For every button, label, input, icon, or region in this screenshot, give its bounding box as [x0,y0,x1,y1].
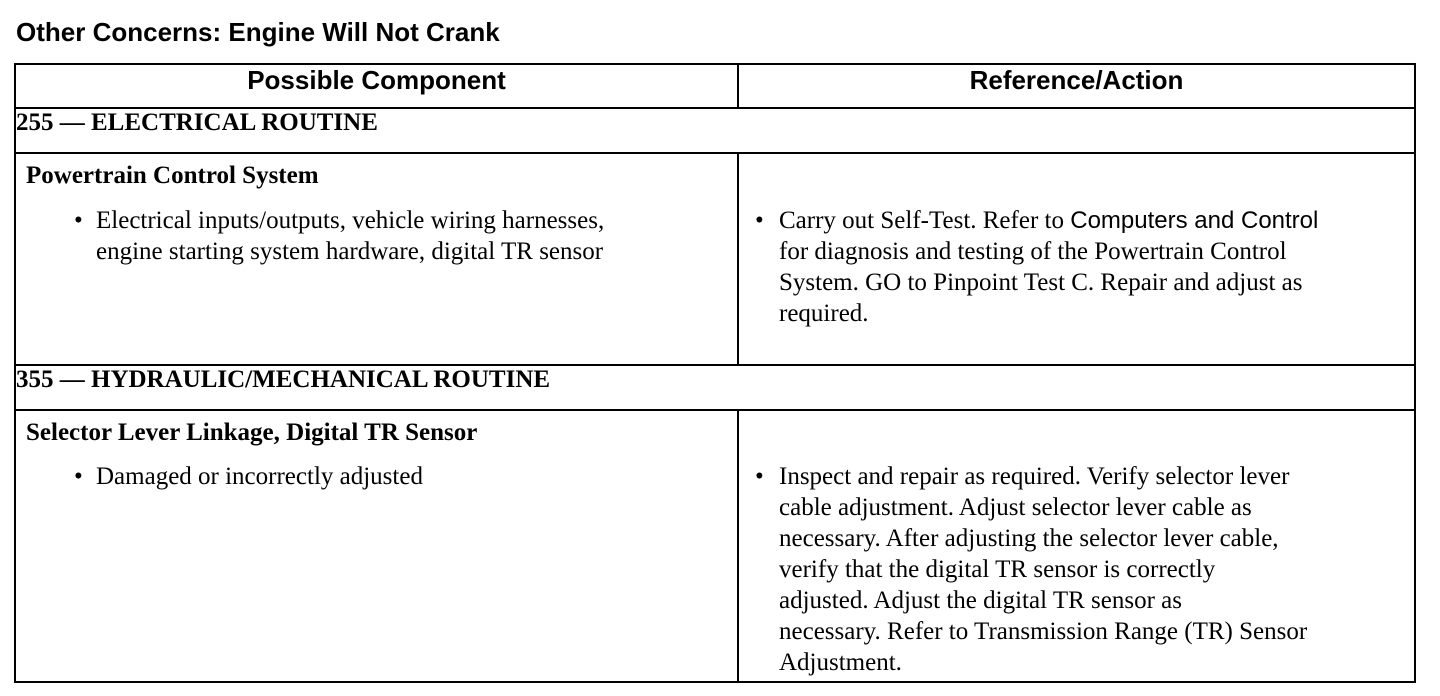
reference-link: Computers and Control [1070,207,1319,234]
section-row-electrical [15,108,1415,153]
bullet-icon: • [755,463,764,490]
component-name: Selector Lever Linkage, Digital TR Sensor [26,419,478,446]
column-header-action: Reference/Action [738,64,1415,108]
column-header-component: Possible Component [15,64,738,108]
bullet-icon: • [74,207,83,234]
component-detail: • Electrical inputs/outputs, vehicle wiring harnesses, engine starting system hardware, digital TR sensor [74,207,605,265]
section-heading: 355 — HYDRAULIC/MECHANICAL ROUTINE [15,365,1415,410]
action-cell [738,153,1415,365]
component-cell [15,410,738,682]
action-text: • Carry out Self-Test. Refer to Computers and Control for diagnosis and testing of the Powertrain Control System. GO to Pinpoint Test C. Repair and adjust as required. [755,207,1319,327]
component-name: Powertrain Control System [26,162,319,189]
table-row [15,153,1415,365]
section-heading: 255 — ELECTRICAL ROUTINE [15,108,1415,153]
table-header-row [15,64,1415,108]
action-cell [738,410,1415,682]
diagnosis-table [14,63,1416,683]
bullet-icon: • [74,463,83,490]
table-row [15,410,1415,682]
action-text: • Inspect and repair as required. Verify selector lever cable adjustment. Adjust selector lever cable as necessary. After adjusting the selector lever cable, verify that the digital TR sensor is correctly adjusted. Adjust the digital TR sensor as necessary. Refer to Transmission Range (TR) Sensor Adjustment. [755,463,1308,676]
bullet-icon: • [755,207,764,234]
section-row-hydraulic [15,365,1415,410]
page-title: Other Concerns: Engine Will Not Crank [16,17,500,47]
component-cell [15,153,738,365]
component-detail: • Damaged or incorrectly adjusted [74,463,423,490]
